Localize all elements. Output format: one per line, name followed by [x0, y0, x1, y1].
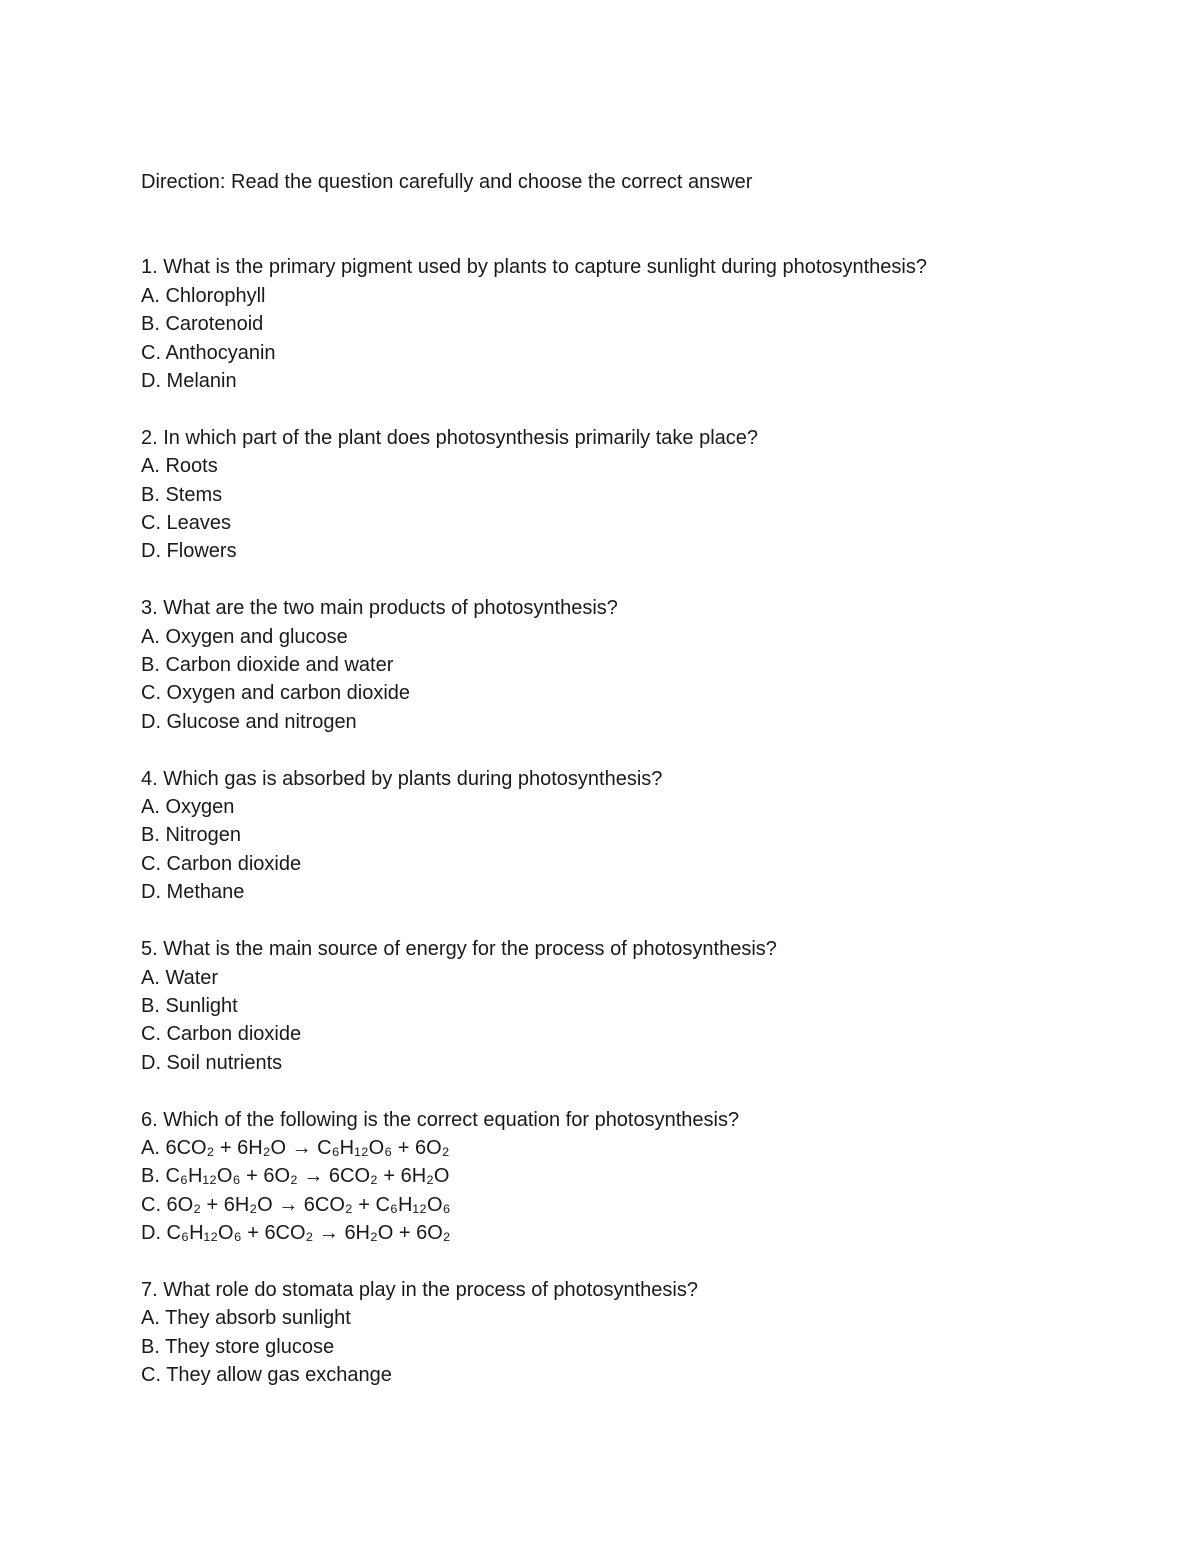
option-c: C. Anthocyanin — [141, 341, 276, 364]
option-a: A. 6CO₂ + 6H₂O → C₆H₁₂O₆ + 6O₂ — [141, 1136, 450, 1159]
option-a: A. Water — [141, 966, 219, 989]
option-d: D. Melanin — [141, 370, 237, 393]
option-a: A. Oxygen — [141, 796, 235, 819]
question-4 — [141, 765, 1121, 907]
question-6 — [141, 1106, 1121, 1248]
option-b: B. Carotenoid — [141, 313, 264, 336]
question-text: 2. In which part of the plant does photosynthesis primarily take place? — [141, 426, 759, 449]
question-5 — [141, 935, 1121, 1077]
option-d: D. Soil nutrients — [141, 1051, 283, 1074]
question-1 — [141, 253, 1121, 395]
question-2 — [141, 424, 1121, 566]
option-b: B. C₆H₁₂O₆ + 6O₂ → 6CO₂ + 6H₂O — [141, 1165, 450, 1188]
option-d: D. Flowers — [141, 540, 237, 563]
option-a: A. Oxygen and glucose — [141, 625, 348, 648]
question-text: 5. What is the main source of energy for the process of photosynthesis? — [141, 938, 777, 961]
option-b: B. They store glucose — [141, 1335, 335, 1358]
option-c: C. Carbon dioxide — [141, 852, 302, 875]
question-3 — [141, 594, 1121, 736]
question-text: 4. Which gas is absorbed by plants during photosynthesis? — [141, 767, 663, 790]
question-text: 1. What is the primary pigment used by plants to capture sunlight during photosynthesis? — [141, 256, 927, 279]
question-7 — [141, 1276, 1121, 1390]
option-c: C. Leaves — [141, 512, 232, 535]
option-d: D. Glucose and nitrogen — [141, 710, 357, 733]
option-c: C. They allow gas exchange — [141, 1364, 392, 1387]
question-text: 6. Which of the following is the correct equation for photosynthesis? — [141, 1108, 740, 1131]
option-d: D. Methane — [141, 881, 245, 904]
option-b: B. Stems — [141, 483, 223, 506]
document-content — [141, 168, 1121, 1418]
direction-text: Direction: Read the question carefully and choose the correct answer — [141, 171, 753, 193]
option-a: A. Roots — [141, 455, 218, 478]
question-text: 7. What role do stomata play in the process of photosynthesis? — [141, 1278, 698, 1301]
question-text: 3. What are the two main products of photosynthesis? — [141, 597, 618, 620]
option-a: A. Chlorophyll — [141, 284, 266, 307]
option-b: B. Sunlight — [141, 994, 238, 1017]
option-b: B. Carbon dioxide and water — [141, 654, 394, 677]
option-d: D. C₆H₁₂O₆ + 6CO₂ → 6H₂O + 6O₂ — [141, 1222, 451, 1245]
option-a: A. They absorb sunlight — [141, 1307, 351, 1330]
option-c: C. Oxygen and carbon dioxide — [141, 682, 411, 705]
option-c: C. 6O₂ + 6H₂O → 6CO₂ + C₆H₁₂O₆ — [141, 1193, 451, 1216]
option-b: B. Nitrogen — [141, 824, 242, 847]
option-c: C. Carbon dioxide — [141, 1023, 302, 1046]
